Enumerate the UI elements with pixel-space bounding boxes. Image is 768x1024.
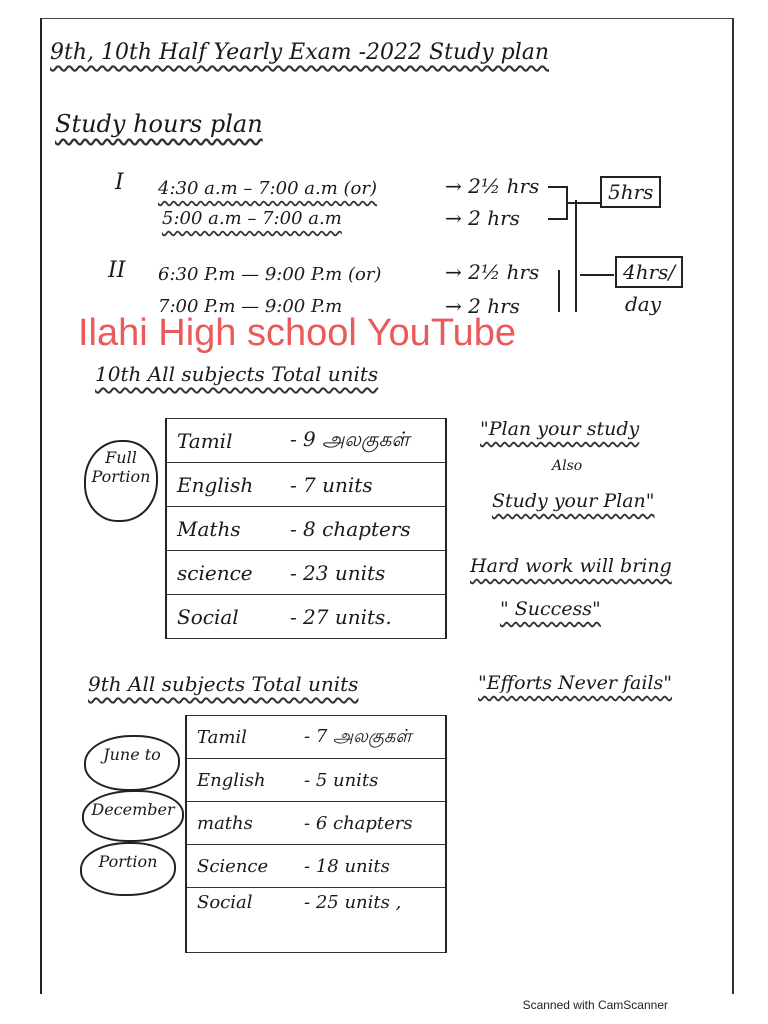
ninth-heading: 9th All subjects Total units [88,672,359,696]
units-cell: - 18 units [294,845,446,888]
quote-2-line-2: " Success" [500,598,601,620]
plan-i-numeral: I [115,170,124,195]
watermark: Ilahi High school YouTube [78,312,517,354]
bracket-line [558,270,560,312]
arrow-line [580,274,614,276]
units-cell: - 23 units [280,551,446,595]
subject-cell: Social [186,888,294,953]
plan-ii-total-suffix: day [625,292,662,316]
table-row [166,463,446,507]
table-row [166,551,446,595]
ninth-cloud-3: Portion [80,842,176,896]
table-row [186,759,446,802]
plan-i-slot1-duration: → 2½ hrs [445,174,540,198]
subject-cell: maths [186,802,294,845]
plan-i-slot2: 5:00 a.m – 7:00 a.m [162,208,342,229]
subject-cell: science [166,551,280,595]
study-hours-heading: Study hours plan [55,110,263,138]
subject-cell: English [186,759,294,802]
table-row [186,888,446,953]
ninth-units-table [185,715,447,953]
subject-cell: Maths [166,507,280,551]
plan-ii-slot2: 7:00 P.m — 9:00 P.m [158,296,343,317]
units-cell: - 6 chapters [294,802,446,845]
units-cell: - 5 units [294,759,446,802]
bracket-line [548,218,568,220]
tenth-units-table [165,418,447,639]
table-row [166,595,446,639]
scanner-credit: Scanned with CamScanner [522,998,668,1012]
plan-ii-total-box: 4hrs/ [615,256,683,288]
bracket-line [575,200,577,312]
table-row [166,419,446,463]
subject-cell: Science [186,845,294,888]
units-cell: - 7 அலகுகள் [294,716,446,759]
quote-1-line-1: "Plan your study [480,418,640,440]
units-cell: - 9 அலகுகள் [280,419,446,463]
arrow-line [566,202,600,204]
plan-i-slot1: 4:30 a.m – 7:00 a.m (or) [158,178,377,199]
quote-2-line-1: Hard work will bring [470,555,672,577]
tenth-heading: 10th All subjects Total units [95,362,379,386]
subject-cell: Tamil [186,716,294,759]
quote-1-line-2: Study your Plan" [492,490,655,512]
tenth-cloud: Full Portion [84,440,158,522]
bracket-line [548,186,568,188]
subject-cell: Social [166,595,280,639]
ninth-cloud-1: June to [84,735,180,791]
units-cell: - 7 units [280,463,446,507]
quote-1-also: Also [552,458,583,474]
plan-ii-slot1: 6:30 P.m — 9:00 P.m (or) [158,264,382,285]
page-title: 9th, 10th Half Yearly Exam -2022 Study plan [50,40,550,65]
quote-3: "Efforts Never fails" [478,672,672,694]
subject-cell: English [166,463,280,507]
table-row [186,845,446,888]
plan-ii-numeral: II [108,258,126,283]
plan-ii-slot2-duration: → 2 hrs [445,294,520,318]
plan-i-slot2-duration: → 2 hrs [445,206,520,230]
units-cell: - 27 units. [280,595,446,639]
units-cell: - 8 chapters [280,507,446,551]
table-row [166,507,446,551]
plan-i-total-box: 5hrs [600,176,661,208]
table-row [186,802,446,845]
table-row [186,716,446,759]
subject-cell: Tamil [166,419,280,463]
units-cell: - 25 units , [294,888,446,953]
ninth-cloud-2: December [82,790,184,842]
plan-ii-slot1-duration: → 2½ hrs [445,260,540,284]
